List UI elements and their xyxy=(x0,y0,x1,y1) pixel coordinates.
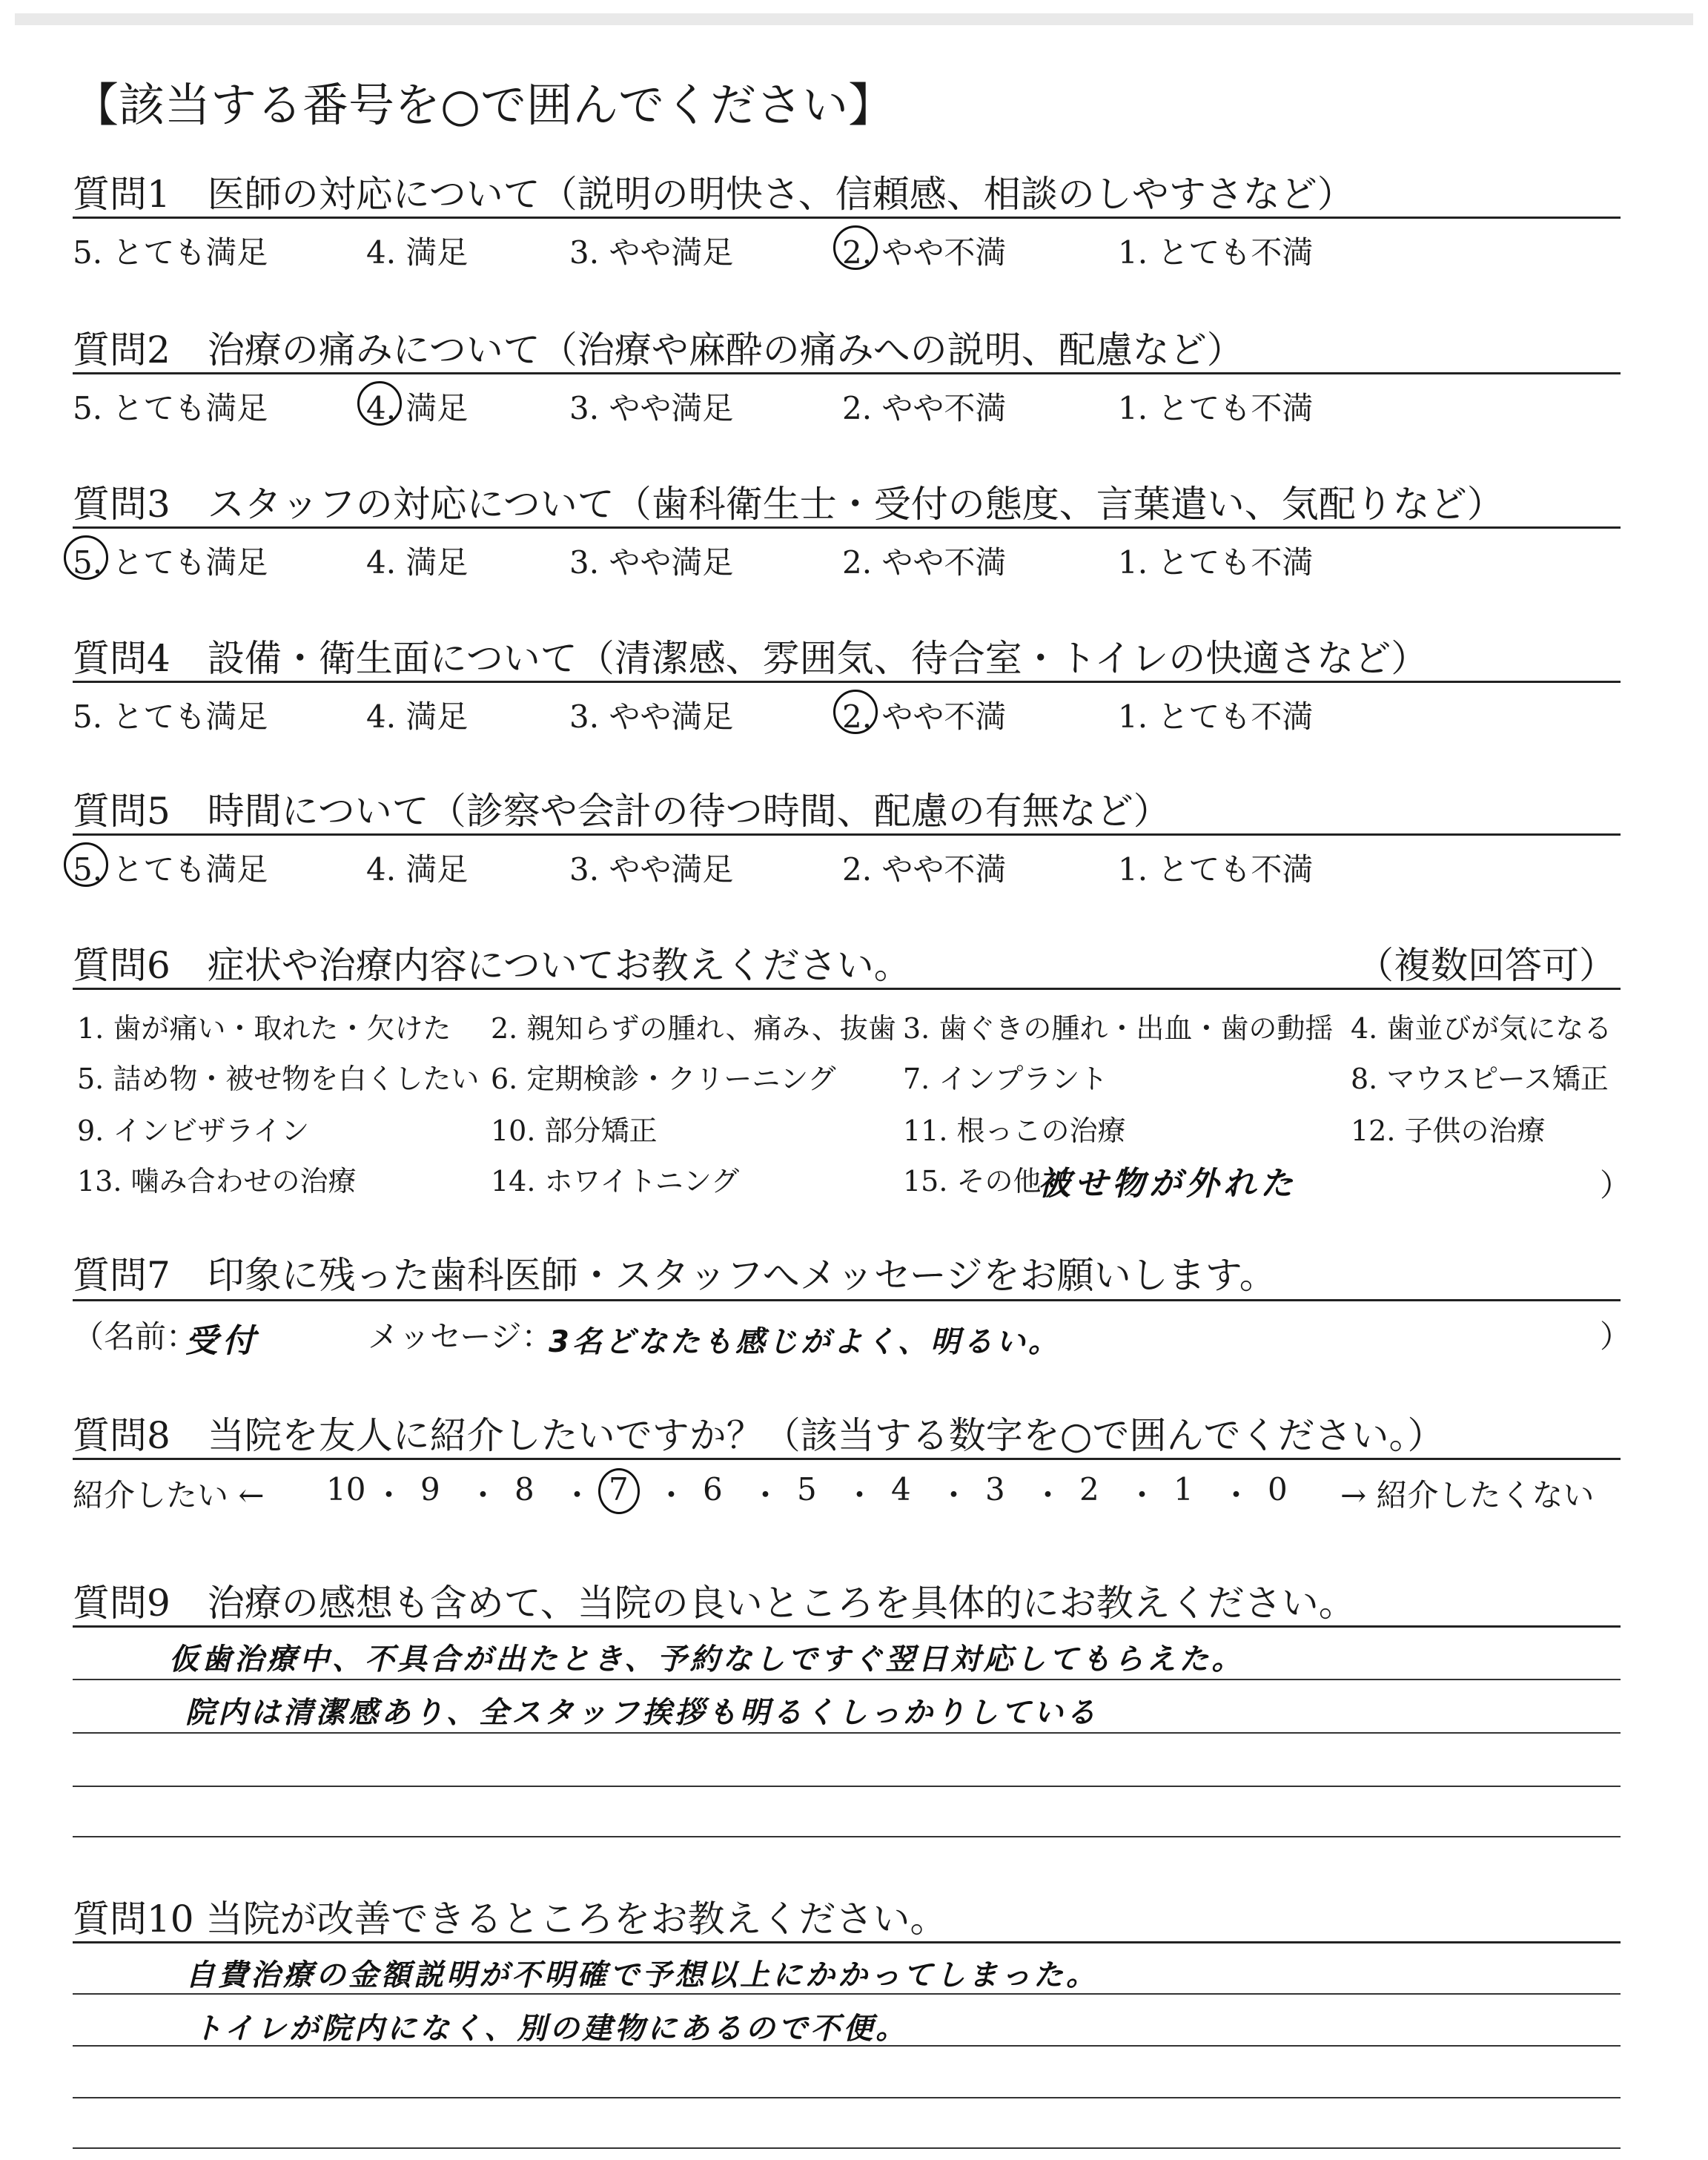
q10-title: 質問10 当院が改善できるところをお教えください。 xyxy=(73,1898,947,1941)
q8-scale-0[interactable]: 0 xyxy=(1268,1471,1288,1507)
q6-option-3[interactable]: 3. 歯ぐきの腫れ・出血・歯の動揺 xyxy=(903,1012,1334,1045)
q9-answer-line-2: 院内は清潔感あり、全スタッフ挨拶も明るくしっかりしている xyxy=(185,1696,1099,1730)
q9-rule-0 xyxy=(73,1625,1621,1628)
q8-selected-circle xyxy=(598,1468,640,1514)
q1-option-5[interactable]: 5. とても満足 xyxy=(73,234,268,271)
q1-option-3[interactable]: 3. やや満足 xyxy=(569,234,734,271)
q6-option-9[interactable]: 9. インビザライン xyxy=(77,1114,310,1147)
q3-option-3[interactable]: 3. やや満足 xyxy=(569,544,734,581)
q4-rule xyxy=(73,681,1621,683)
q6-option-14[interactable]: 14. ホワイトニング xyxy=(491,1165,740,1198)
q2-option-2[interactable]: 2. やや不満 xyxy=(842,390,1007,426)
q8-scale-1[interactable]: 1 xyxy=(1174,1471,1194,1507)
q8-scale-8[interactable]: 8 xyxy=(514,1471,534,1507)
q4-selected-circle xyxy=(833,690,878,734)
q1-option-1[interactable]: 1. とても不満 xyxy=(1118,234,1314,271)
scan-top-band xyxy=(15,13,1693,25)
q2-option-5[interactable]: 5. とても満足 xyxy=(73,390,268,426)
q4-option-2[interactable]: 2. やや不満 xyxy=(842,698,1007,735)
q6-option-12[interactable]: 12. 子供の治療 xyxy=(1351,1114,1546,1147)
q4-option-1[interactable]: 1. とても不満 xyxy=(1118,698,1314,735)
q6-option-1[interactable]: 1. 歯が痛い・取れた・欠けた xyxy=(77,1012,451,1045)
q1-rule xyxy=(73,217,1621,219)
q6-rule xyxy=(73,988,1621,990)
q3-option-1[interactable]: 1. とても不満 xyxy=(1118,544,1314,581)
q8-separator: ・ xyxy=(561,1477,593,1513)
q10-answer-line-1: 自費治療の金額説明が不明確で予想以上にかかってしまった。 xyxy=(185,1958,1099,1992)
q8-separator: ・ xyxy=(938,1477,970,1513)
q6-option-2[interactable]: 2. 親知らずの腫れ、痛み、抜歯 xyxy=(491,1012,896,1045)
q1-selected-circle xyxy=(833,225,878,270)
q9-rule-1 xyxy=(73,1679,1621,1680)
q9-rule-4 xyxy=(73,1836,1621,1837)
q9-title: 質問9 治療の感想も含めて、当院の良いところを具体的にお教えください。 xyxy=(73,1582,1356,1625)
q3-title: 質問3 スタッフの対応について（歯科衛生士・受付の態度、言葉遣い、気配りなど） xyxy=(73,483,1504,526)
q2-option-3[interactable]: 3. やや満足 xyxy=(569,390,734,426)
q4-title: 質問4 設備・衛生面について（清潔感、雰囲気、待合室・トイレの快適さなど） xyxy=(73,637,1429,680)
q5-option-5[interactable]: 5. とても満足 xyxy=(73,851,268,888)
q6-option-11[interactable]: 11. 根っこの治療 xyxy=(903,1114,1126,1147)
q3-option-2[interactable]: 2. やや不満 xyxy=(842,544,1007,581)
q8-separator: ・ xyxy=(749,1477,781,1513)
q6-other-answer: 被せ物が外れた xyxy=(1038,1165,1297,1203)
q3-rule xyxy=(73,526,1621,529)
q8-scale-4[interactable]: 4 xyxy=(891,1471,911,1507)
q6-multi-note: （複数回答可） xyxy=(1357,944,1616,987)
q3-option-5[interactable]: 5. とても満足 xyxy=(73,544,268,581)
q5-option-3[interactable]: 3. やや満足 xyxy=(569,851,734,888)
q7-message-value: 3名どなたも感じがよく、明るい。 xyxy=(549,1325,1062,1359)
q5-selected-circle xyxy=(64,842,108,887)
q8-scale-7[interactable]: 7 xyxy=(609,1471,629,1507)
q1-title: 質問1 医師の対応について（説明の明快さ、信頼感、相談のしやすさなど） xyxy=(73,173,1354,216)
q5-title: 質問5 時間について（診察や会計の待つ時間、配慮の有無など） xyxy=(73,790,1171,833)
q1-option-4[interactable]: 4. 満足 xyxy=(366,234,469,271)
q6-option-10[interactable]: 10. 部分矯正 xyxy=(491,1114,658,1147)
q4-option-3[interactable]: 3. やや満足 xyxy=(569,698,734,735)
q3-option-4[interactable]: 4. 満足 xyxy=(366,544,469,581)
q9-rule-2 xyxy=(73,1732,1621,1734)
q5-option-4[interactable]: 4. 満足 xyxy=(366,851,469,888)
q2-selected-circle xyxy=(357,381,402,426)
q6-option-7[interactable]: 7. インプラント xyxy=(903,1063,1108,1095)
q6-close-paren: ） xyxy=(1600,1167,1632,1203)
q6-option-4[interactable]: 4. 歯並びが気になる xyxy=(1351,1012,1612,1045)
q2-option-4[interactable]: 4. 満足 xyxy=(366,390,469,426)
q6-option-8[interactable]: 8. マウスピース矯正 xyxy=(1351,1063,1609,1095)
q5-rule xyxy=(73,833,1621,836)
q9-rule-3 xyxy=(73,1786,1621,1787)
q8-separator: ・ xyxy=(655,1477,687,1513)
q10-rule-4 xyxy=(73,2147,1621,2149)
q8-scale-6[interactable]: 6 xyxy=(703,1471,723,1507)
q2-title: 質問2 治療の痛みについて（治療や麻酔の痛みへの説明、配慮など） xyxy=(73,328,1244,371)
q10-answer-line-2: トイレが院内になく、別の建物にあるので不便。 xyxy=(193,2012,909,2046)
q8-title: 質問8 当院を友人に紹介したいですか？（該当する数字を○で囲んでください。） xyxy=(73,1414,1445,1457)
q8-rule xyxy=(73,1458,1621,1460)
q8-separator: ・ xyxy=(467,1477,499,1513)
q7-rule xyxy=(73,1299,1621,1301)
q6-option-13[interactable]: 13. 噛み合わせの治療 xyxy=(77,1165,357,1198)
q7-close-paren: ） xyxy=(1600,1318,1632,1355)
q4-option-5[interactable]: 5. とても満足 xyxy=(73,698,268,735)
q5-option-1[interactable]: 1. とても不満 xyxy=(1118,851,1314,888)
q9-answer-line-1: 仮歯治療中、不具合が出たとき、予約なしですぐ翌日対応してもらえた。 xyxy=(169,1642,1245,1677)
q6-title: 質問6 症状や治療内容についてお教えください。 xyxy=(73,944,911,987)
q10-rule-0 xyxy=(73,1941,1621,1943)
q7-name-value: 受付 xyxy=(185,1322,259,1360)
q3-selected-circle xyxy=(64,535,108,580)
q7-message-label: メッセージ： xyxy=(368,1318,553,1355)
q1-option-2[interactable]: 2. やや不満 xyxy=(842,234,1007,271)
q8-scale-9[interactable]: 9 xyxy=(420,1471,440,1507)
q8-scale-5[interactable]: 5 xyxy=(797,1471,817,1507)
q10-rule-3 xyxy=(73,2097,1621,2098)
q8-scale-3[interactable]: 3 xyxy=(985,1471,1005,1507)
q8-scale-10[interactable]: 10 xyxy=(326,1471,366,1507)
q4-option-4[interactable]: 4. 満足 xyxy=(366,698,469,735)
q7-name-label: （名前： xyxy=(73,1318,198,1355)
q2-rule xyxy=(73,372,1621,374)
q2-option-1[interactable]: 1. とても不満 xyxy=(1118,390,1314,426)
q8-separator: ・ xyxy=(844,1477,875,1513)
q8-separator: ・ xyxy=(373,1477,405,1513)
q8-left-label: 紹介したい ← xyxy=(73,1477,265,1513)
q8-scale-2[interactable]: 2 xyxy=(1079,1471,1099,1507)
instruction-header: 【該当する番号を○で囲んでください】 xyxy=(73,78,895,132)
q7-title: 質問7 印象に残った歯科医師・スタッフへメッセージをお願いします。 xyxy=(73,1254,1277,1297)
q8-separator: ・ xyxy=(1126,1477,1158,1513)
q5-option-2[interactable]: 2. やや不満 xyxy=(842,851,1007,888)
q6-option-6[interactable]: 6. 定期検診・クリーニング xyxy=(491,1063,836,1095)
q8-separator: ・ xyxy=(1220,1477,1252,1513)
q8-right-label: → 紹介したくない xyxy=(1340,1477,1595,1513)
q6-option-5[interactable]: 5. 詰め物・被せ物を白くしたい xyxy=(77,1063,480,1095)
q8-separator: ・ xyxy=(1032,1477,1064,1513)
q6-option-15[interactable]: 15. その他（ xyxy=(903,1165,1070,1198)
